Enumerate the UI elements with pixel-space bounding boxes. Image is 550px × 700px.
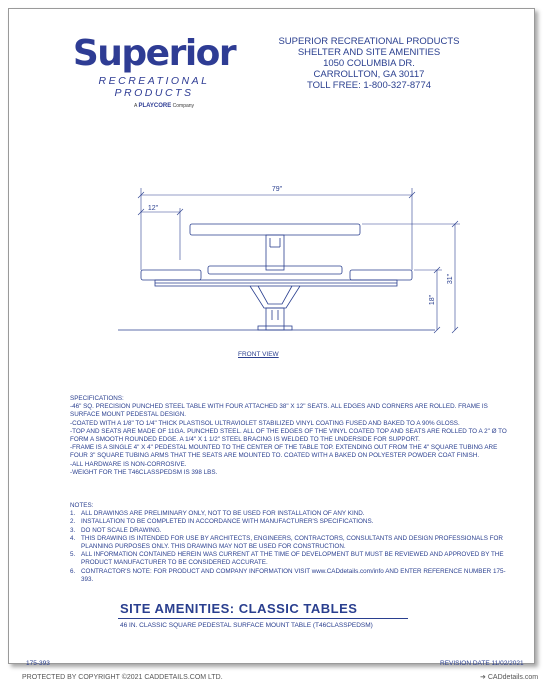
note-item: 2. INSTALLATION TO BE COMPLETED IN ACCORDANCE WITH MANUFACTURER'S SPECIFICATIONS. [70,518,374,526]
title-sub: 46 IN. CLASSIC SQUARE PEDESTAL SURFACE MOUNT TABLE (T46CLASSPEDSM) [120,622,373,629]
arrow-icon: ➜ [480,674,486,681]
spec-line: -ALL HARDWARE IS NON-CORROSIVE. [70,460,187,468]
logo-subtitle: RECREATIONAL PRODUCTS [98,75,210,99]
note-item: 5. ALL INFORMATION CONTAINED HEREIN WAS CURRENT AT THE TIME OF DEVELOPMENT BUT MUST BE REVIEWED AND APPROVED BY THE PRODUCT MANUFACTURER TO BE CONSIDERED ACCURATE. [70,551,504,567]
spec-line: -COATED WITH A 1/8" TO 1/4" THICK PLASTISOL ULTRAVIOLET STABILIZED VINYL COATING FUSED AND BAKED TO A 90% GLOSS. [70,419,460,427]
spec-line: -WEIGHT FOR THE T46CLASSPEDSM IS 398 LBS. [70,468,218,476]
drawing-number: 175-393 [26,660,50,667]
specs-heading: SPECIFICATIONS: [70,395,124,402]
right-seat [350,270,412,280]
dim-overall-width: 79" [271,186,283,193]
revision-date: REVISION DATE 11/02/2021 [440,660,524,667]
left-seat [141,270,201,280]
company-line: 1050 COLUMBIA DR. [323,58,415,69]
dim-table-height: 31" [447,273,454,285]
note-item: 3. DO NOT SCALE DRAWING. [70,526,162,534]
spec-line: -FRAME IS A SINGLE 4" X 4" PEDESTAL MOUNTED TO THE CENTER OF THE TABLE TOP. EXTENDING OUT FROM THE 4" SQUARE TUBING ARE FOUR 3" SQUARE TUBING ARMS THAT THE SEATS ARE MOUNTED TO. COATED WITH A BAKED ON POLYESTER POWDER COAT FINISH. [70,444,498,460]
company-line: SUPERIOR RECREATIONAL PRODUCTS [278,36,460,47]
dim-seat-height: 18" [429,294,436,306]
dim-seat-depth: 12" [147,205,159,212]
company-line: SHELTER AND SITE AMENITIES [297,47,441,58]
notes-heading: NOTES: [70,502,94,509]
note-item: 1. ALL DRAWINGS ARE PRELIMINARY ONLY, NOT TO BE USED FOR INSTALLATION OF ANY KIND. [70,510,365,518]
specifications [70,395,510,477]
base-plate [258,326,292,330]
caddetails-link-text: CADdetails.com [487,674,539,681]
logo-tag-brand: PLAYCORE [138,103,172,109]
company-line: CARROLLTON, GA 30117 [313,69,425,80]
caddetails-link[interactable] [480,673,538,681]
title-main: SITE AMENITIES: CLASSIC TABLES [120,601,358,616]
company-line: TOLL FREE: 1-800-327-8774 [306,80,432,91]
logo-tag-prefix: A [134,103,138,109]
title-block [120,601,373,629]
logo-tag-suffix: Company [172,103,195,109]
pedestal-column [266,235,284,270]
table-top [190,224,360,235]
note-item: 4. THIS DRAWING IS INTENDED FOR USE BY ARCHITECTS, ENGINEERS, CONTRACTORS, CONSULTANTS AND DESIGN PROFESSIONALS FOR PLANNING PURPOSES ONLY. THIS DRAWING MAY NOT BE USED FOR CONSTRUCTION. [70,534,503,551]
copyright-notice: PROTECTED BY COPYRIGHT ©2021 CADDETAILS.COM LTD. [22,674,223,681]
logo-wordmark: Superior [72,33,236,74]
view-label: FRONT VIEW [238,351,279,358]
note-item: 6. CONTRACTOR'S NOTE: FOR PRODUCT AND COMPANY INFORMATION VISIT www.CADdetails.com/info AND ENTER REFERENCE NUMBER 175-393. [70,567,506,583]
notes [70,502,510,584]
title-rule [118,618,408,619]
pedestal-base [266,308,284,330]
pedestal-flare [250,286,300,308]
spec-line: -46" SQ. PRECISION PUNCHED STEEL TABLE WITH FOUR ATTACHED 38" X 12" SEATS. ALL EDGES AND CORNERS ARE ROLLED. FRAME IS SURFACE MOUNT PEDESTAL DESIGN. [70,403,488,419]
spec-line: -TOP AND SEATS ARE MADE OF 11GA. PUNCHED STEEL. ALL OF THE EDGES OF THE VINYL COATED TOP AND SEATS ARE ROLLED TO A 2" Ø TO FORM A SMOOTH ROUNDED EDGE. A 1/4" X 1 1/2" STEEL BRACING IS WELDED TO THE UNDERSIDE FOR SUPPORT. [70,427,507,444]
